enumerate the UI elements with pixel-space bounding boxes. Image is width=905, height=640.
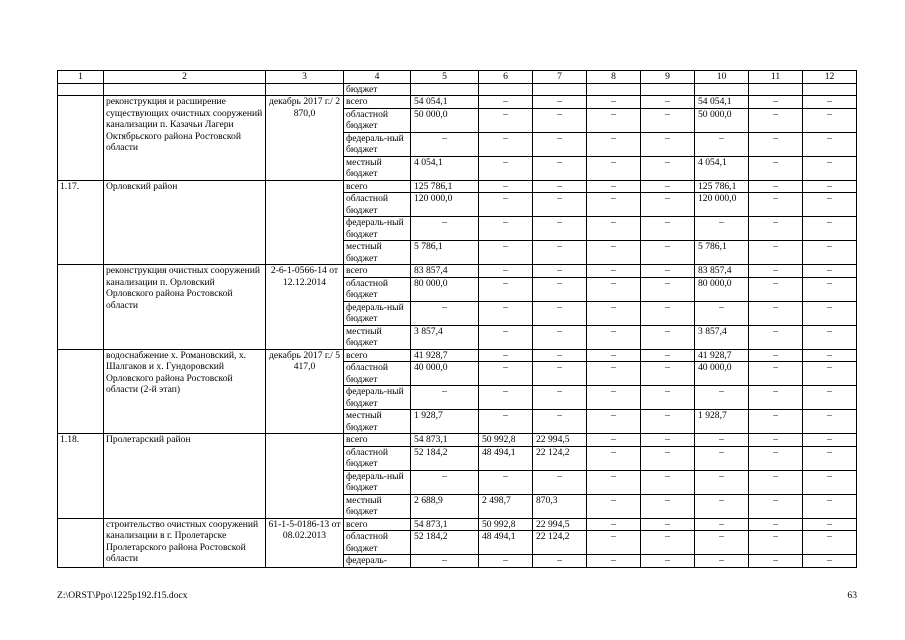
value-cell: –: [587, 434, 641, 447]
budget-type-cell: областной бюджет: [344, 108, 411, 132]
item-name: водоснабжение х. Романовский, х. Шалгаков и х. Гундоровский Орловского района Ростовской области (2-й этап): [104, 349, 266, 434]
footer-page-number: 63: [847, 590, 857, 601]
value-cell: –: [749, 362, 803, 386]
value-cell: –: [587, 349, 641, 362]
value-cell: –: [411, 555, 479, 568]
value-cell: –: [479, 362, 533, 386]
value-cell: –: [803, 362, 857, 386]
table-row: [58, 180, 857, 193]
value-cell: –: [479, 555, 533, 568]
item-name: строительство очистных сооружений канализации в г. Пролетарске Пролетарского района Ростовской области: [104, 518, 266, 567]
budget-type-cell: всего: [344, 349, 411, 362]
value-cell: 22 124,2: [533, 531, 587, 555]
value-cell: –: [749, 96, 803, 109]
item-name: Орловский район: [104, 180, 266, 265]
value-cell: –: [641, 132, 695, 156]
budget-type-cell: всего: [344, 518, 411, 531]
value-cell: –: [695, 386, 749, 410]
item-name: реконструкция очистных сооружений канализации п. Орловский Орловского района Ростовской области: [104, 265, 266, 350]
value-cell: –: [749, 265, 803, 278]
value-cell: [803, 83, 857, 96]
budget-type-cell: местный бюджет: [344, 325, 411, 349]
table-row: [58, 349, 857, 362]
value-cell: –: [803, 241, 857, 265]
budget-type-cell: федераль-ный бюджет: [344, 301, 411, 325]
table-row: [58, 434, 857, 447]
value-cell: 50 000,0: [411, 108, 479, 132]
value-cell: –: [641, 349, 695, 362]
item-code: 2-6-1-0566-14 от 12.12.2014: [266, 265, 344, 350]
value-cell: 125 786,1: [411, 180, 479, 193]
value-cell: –: [587, 386, 641, 410]
value-cell: –: [803, 277, 857, 301]
value-cell: –: [641, 265, 695, 278]
value-cell: 52 184,2: [411, 446, 479, 470]
value-cell: –: [641, 277, 695, 301]
value-cell: –: [749, 531, 803, 555]
value-cell: –: [803, 96, 857, 109]
value-cell: –: [641, 108, 695, 132]
budget-type-cell: федераль-: [344, 555, 411, 568]
value-cell: 54 873,1: [411, 434, 479, 447]
value-cell: –: [641, 241, 695, 265]
value-cell: –: [533, 555, 587, 568]
table-row: [58, 265, 857, 278]
value-cell: –: [803, 156, 857, 180]
value-cell: 52 184,2: [411, 531, 479, 555]
value-cell: –: [803, 301, 857, 325]
value-cell: –: [479, 410, 533, 434]
value-cell: 4 054,1: [411, 156, 479, 180]
value-cell: –: [695, 434, 749, 447]
value-cell: 125 786,1: [695, 180, 749, 193]
column-header: 7: [533, 71, 587, 84]
column-header: 11: [749, 71, 803, 84]
budget-type-cell: федераль-ный бюджет: [344, 386, 411, 410]
budget-type-cell: местный бюджет: [344, 410, 411, 434]
value-cell: –: [641, 531, 695, 555]
value-cell: –: [749, 108, 803, 132]
value-cell: –: [803, 531, 857, 555]
value-cell: –: [749, 132, 803, 156]
value-cell: –: [641, 217, 695, 241]
budget-type-cell: областной бюджет: [344, 362, 411, 386]
value-cell: –: [587, 470, 641, 494]
value-cell: [587, 83, 641, 96]
value-cell: –: [533, 108, 587, 132]
value-cell: 4 054,1: [695, 156, 749, 180]
value-cell: –: [587, 265, 641, 278]
value-cell: –: [749, 349, 803, 362]
budget-type-cell: областной бюджет: [344, 193, 411, 217]
budget-type-cell: всего: [344, 434, 411, 447]
value-cell: –: [533, 241, 587, 265]
value-cell: –: [803, 434, 857, 447]
value-cell: –: [749, 434, 803, 447]
value-cell: –: [695, 470, 749, 494]
footer-file-path: Z:\ORST\Ppo\1225p192.f15.docx: [57, 590, 188, 601]
value-cell: –: [695, 531, 749, 555]
value-cell: –: [533, 132, 587, 156]
value-cell: –: [803, 470, 857, 494]
value-cell: –: [641, 494, 695, 518]
column-header: 6: [479, 71, 533, 84]
item-number: [58, 96, 104, 181]
item-code: [266, 434, 344, 519]
value-cell: –: [533, 277, 587, 301]
value-cell: –: [479, 301, 533, 325]
value-cell: –: [587, 555, 641, 568]
value-cell: –: [533, 349, 587, 362]
value-cell: –: [803, 446, 857, 470]
value-cell: –: [695, 132, 749, 156]
value-cell: –: [803, 518, 857, 531]
column-header: 8: [587, 71, 641, 84]
value-cell: –: [803, 325, 857, 349]
value-cell: 22 994,5: [533, 434, 587, 447]
value-cell: –: [641, 156, 695, 180]
value-cell: –: [641, 470, 695, 494]
value-cell: –: [695, 217, 749, 241]
value-cell: –: [695, 555, 749, 568]
value-cell: –: [533, 362, 587, 386]
value-cell: 5 786,1: [695, 241, 749, 265]
value-cell: –: [533, 96, 587, 109]
budget-type-cell: областной бюджет: [344, 531, 411, 555]
value-cell: 3 857,4: [411, 325, 479, 349]
value-cell: –: [411, 301, 479, 325]
value-cell: [641, 83, 695, 96]
value-cell: [479, 83, 533, 96]
value-cell: 48 494,1: [479, 446, 533, 470]
table-row: [58, 518, 857, 531]
value-cell: 40 000,0: [695, 362, 749, 386]
value-cell: –: [641, 180, 695, 193]
value-cell: –: [533, 301, 587, 325]
item-name: реконструкция и расширение существующих очистных сооружений канализации п. Казачьи Лагери Октябрьского района Ростовской области: [104, 96, 266, 181]
value-cell: –: [641, 386, 695, 410]
value-cell: –: [479, 265, 533, 278]
value-cell: 40 000,0: [411, 362, 479, 386]
value-cell: –: [533, 265, 587, 278]
value-cell: 22 994,5: [533, 518, 587, 531]
value-cell: –: [641, 434, 695, 447]
value-cell: –: [533, 410, 587, 434]
value-cell: 120 000,0: [411, 193, 479, 217]
value-cell: –: [641, 410, 695, 434]
value-cell: –: [479, 349, 533, 362]
value-cell: 50 992,8: [479, 434, 533, 447]
value-cell: 50 992,8: [479, 518, 533, 531]
value-cell: 41 928,7: [695, 349, 749, 362]
column-header: 3: [266, 71, 344, 84]
table-cell: [104, 83, 266, 96]
value-cell: –: [411, 386, 479, 410]
value-cell: –: [695, 494, 749, 518]
value-cell: 80 000,0: [695, 277, 749, 301]
value-cell: –: [803, 217, 857, 241]
table-cell: [58, 83, 104, 96]
header-row: [58, 71, 857, 84]
value-cell: –: [641, 193, 695, 217]
value-cell: –: [749, 446, 803, 470]
value-cell: –: [749, 156, 803, 180]
value-cell: –: [479, 96, 533, 109]
value-cell: 83 857,4: [695, 265, 749, 278]
item-code: 61-1-5-0186-13 от 08.02.2013: [266, 518, 344, 567]
column-header: 12: [803, 71, 857, 84]
value-cell: 3 857,4: [695, 325, 749, 349]
item-code: декабрь 2017 г./ 2 870,0: [266, 96, 344, 181]
column-header: 4: [344, 71, 411, 84]
value-cell: –: [411, 132, 479, 156]
table-row: [58, 83, 857, 96]
value-cell: 80 000,0: [411, 277, 479, 301]
value-cell: –: [479, 180, 533, 193]
value-cell: 54 054,1: [695, 96, 749, 109]
value-cell: –: [749, 180, 803, 193]
value-cell: –: [479, 217, 533, 241]
value-cell: –: [587, 132, 641, 156]
value-cell: –: [479, 156, 533, 180]
value-cell: –: [533, 156, 587, 180]
value-cell: –: [533, 217, 587, 241]
table-row: [58, 96, 857, 109]
item-name: Пролетарский район: [104, 434, 266, 519]
value-cell: –: [479, 108, 533, 132]
value-cell: –: [695, 446, 749, 470]
value-cell: –: [641, 301, 695, 325]
value-cell: –: [749, 386, 803, 410]
value-cell: –: [749, 494, 803, 518]
value-cell: –: [479, 386, 533, 410]
value-cell: –: [803, 193, 857, 217]
value-cell: –: [749, 217, 803, 241]
item-number: 1.18.: [58, 434, 104, 519]
value-cell: –: [411, 217, 479, 241]
value-cell: –: [749, 470, 803, 494]
value-cell: –: [641, 325, 695, 349]
column-header: 10: [695, 71, 749, 84]
value-cell: –: [803, 180, 857, 193]
value-cell: –: [803, 132, 857, 156]
value-cell: –: [749, 193, 803, 217]
value-cell: –: [695, 301, 749, 325]
budget-type-cell: бюджет: [344, 83, 411, 96]
value-cell: –: [479, 132, 533, 156]
value-cell: –: [641, 362, 695, 386]
budget-type-cell: федераль-ный бюджет: [344, 470, 411, 494]
value-cell: –: [803, 265, 857, 278]
value-cell: –: [533, 325, 587, 349]
budget-type-cell: областной бюджет: [344, 277, 411, 301]
budget-type-cell: федераль-ный бюджет: [344, 217, 411, 241]
value-cell: [533, 83, 587, 96]
value-cell: –: [641, 446, 695, 470]
value-cell: –: [749, 241, 803, 265]
value-cell: 48 494,1: [479, 531, 533, 555]
value-cell: 870,3: [533, 494, 587, 518]
value-cell: [411, 83, 479, 96]
value-cell: –: [479, 325, 533, 349]
value-cell: –: [587, 446, 641, 470]
value-cell: –: [533, 386, 587, 410]
value-cell: 83 857,4: [411, 265, 479, 278]
column-header: 1: [58, 71, 104, 84]
value-cell: –: [533, 193, 587, 217]
column-header: 9: [641, 71, 695, 84]
value-cell: –: [587, 410, 641, 434]
value-cell: –: [587, 325, 641, 349]
value-cell: –: [479, 241, 533, 265]
value-cell: –: [803, 108, 857, 132]
value-cell: –: [749, 325, 803, 349]
item-number: 1.17.: [58, 180, 104, 265]
budget-type-cell: всего: [344, 180, 411, 193]
value-cell: 22 124,2: [533, 446, 587, 470]
value-cell: [695, 83, 749, 96]
value-cell: –: [803, 349, 857, 362]
value-cell: –: [695, 518, 749, 531]
value-cell: 50 000,0: [695, 108, 749, 132]
budget-type-cell: местный бюджет: [344, 494, 411, 518]
value-cell: –: [479, 470, 533, 494]
budget-table: [57, 70, 857, 568]
budget-type-cell: федераль-ный бюджет: [344, 132, 411, 156]
value-cell: –: [641, 518, 695, 531]
budget-type-cell: местный бюджет: [344, 241, 411, 265]
value-cell: –: [587, 96, 641, 109]
value-cell: –: [587, 108, 641, 132]
value-cell: –: [479, 277, 533, 301]
value-cell: 2 498,7: [479, 494, 533, 518]
column-header: 2: [104, 71, 266, 84]
item-number: [58, 265, 104, 350]
value-cell: 2 688,9: [411, 494, 479, 518]
value-cell: –: [587, 277, 641, 301]
value-cell: –: [587, 518, 641, 531]
value-cell: –: [641, 555, 695, 568]
value-cell: –: [533, 180, 587, 193]
value-cell: –: [479, 193, 533, 217]
value-cell: 41 928,7: [411, 349, 479, 362]
item-number: [58, 349, 104, 434]
value-cell: 1 928,7: [411, 410, 479, 434]
value-cell: 54 873,1: [411, 518, 479, 531]
value-cell: –: [749, 410, 803, 434]
budget-type-cell: всего: [344, 265, 411, 278]
column-header: 5: [411, 71, 479, 84]
value-cell: –: [803, 386, 857, 410]
value-cell: –: [803, 555, 857, 568]
value-cell: –: [587, 217, 641, 241]
value-cell: –: [749, 518, 803, 531]
value-cell: 54 054,1: [411, 96, 479, 109]
budget-type-cell: областной бюджет: [344, 446, 411, 470]
value-cell: –: [411, 470, 479, 494]
value-cell: –: [587, 241, 641, 265]
value-cell: –: [587, 180, 641, 193]
value-cell: 120 000,0: [695, 193, 749, 217]
value-cell: –: [641, 96, 695, 109]
item-code: [266, 180, 344, 265]
value-cell: 5 786,1: [411, 241, 479, 265]
value-cell: –: [587, 494, 641, 518]
value-cell: 1 928,7: [695, 410, 749, 434]
value-cell: –: [803, 494, 857, 518]
value-cell: –: [587, 156, 641, 180]
value-cell: –: [803, 410, 857, 434]
item-code: декабрь 2017 г./ 5 417,0: [266, 349, 344, 434]
table-cell: [266, 83, 344, 96]
value-cell: –: [587, 362, 641, 386]
table-body: [58, 71, 857, 568]
value-cell: –: [587, 301, 641, 325]
item-number: [58, 518, 104, 567]
budget-type-cell: всего: [344, 96, 411, 109]
value-cell: [749, 83, 803, 96]
value-cell: –: [749, 301, 803, 325]
value-cell: –: [533, 470, 587, 494]
value-cell: –: [587, 531, 641, 555]
budget-type-cell: местный бюджет: [344, 156, 411, 180]
value-cell: –: [749, 555, 803, 568]
value-cell: –: [749, 277, 803, 301]
value-cell: –: [587, 193, 641, 217]
